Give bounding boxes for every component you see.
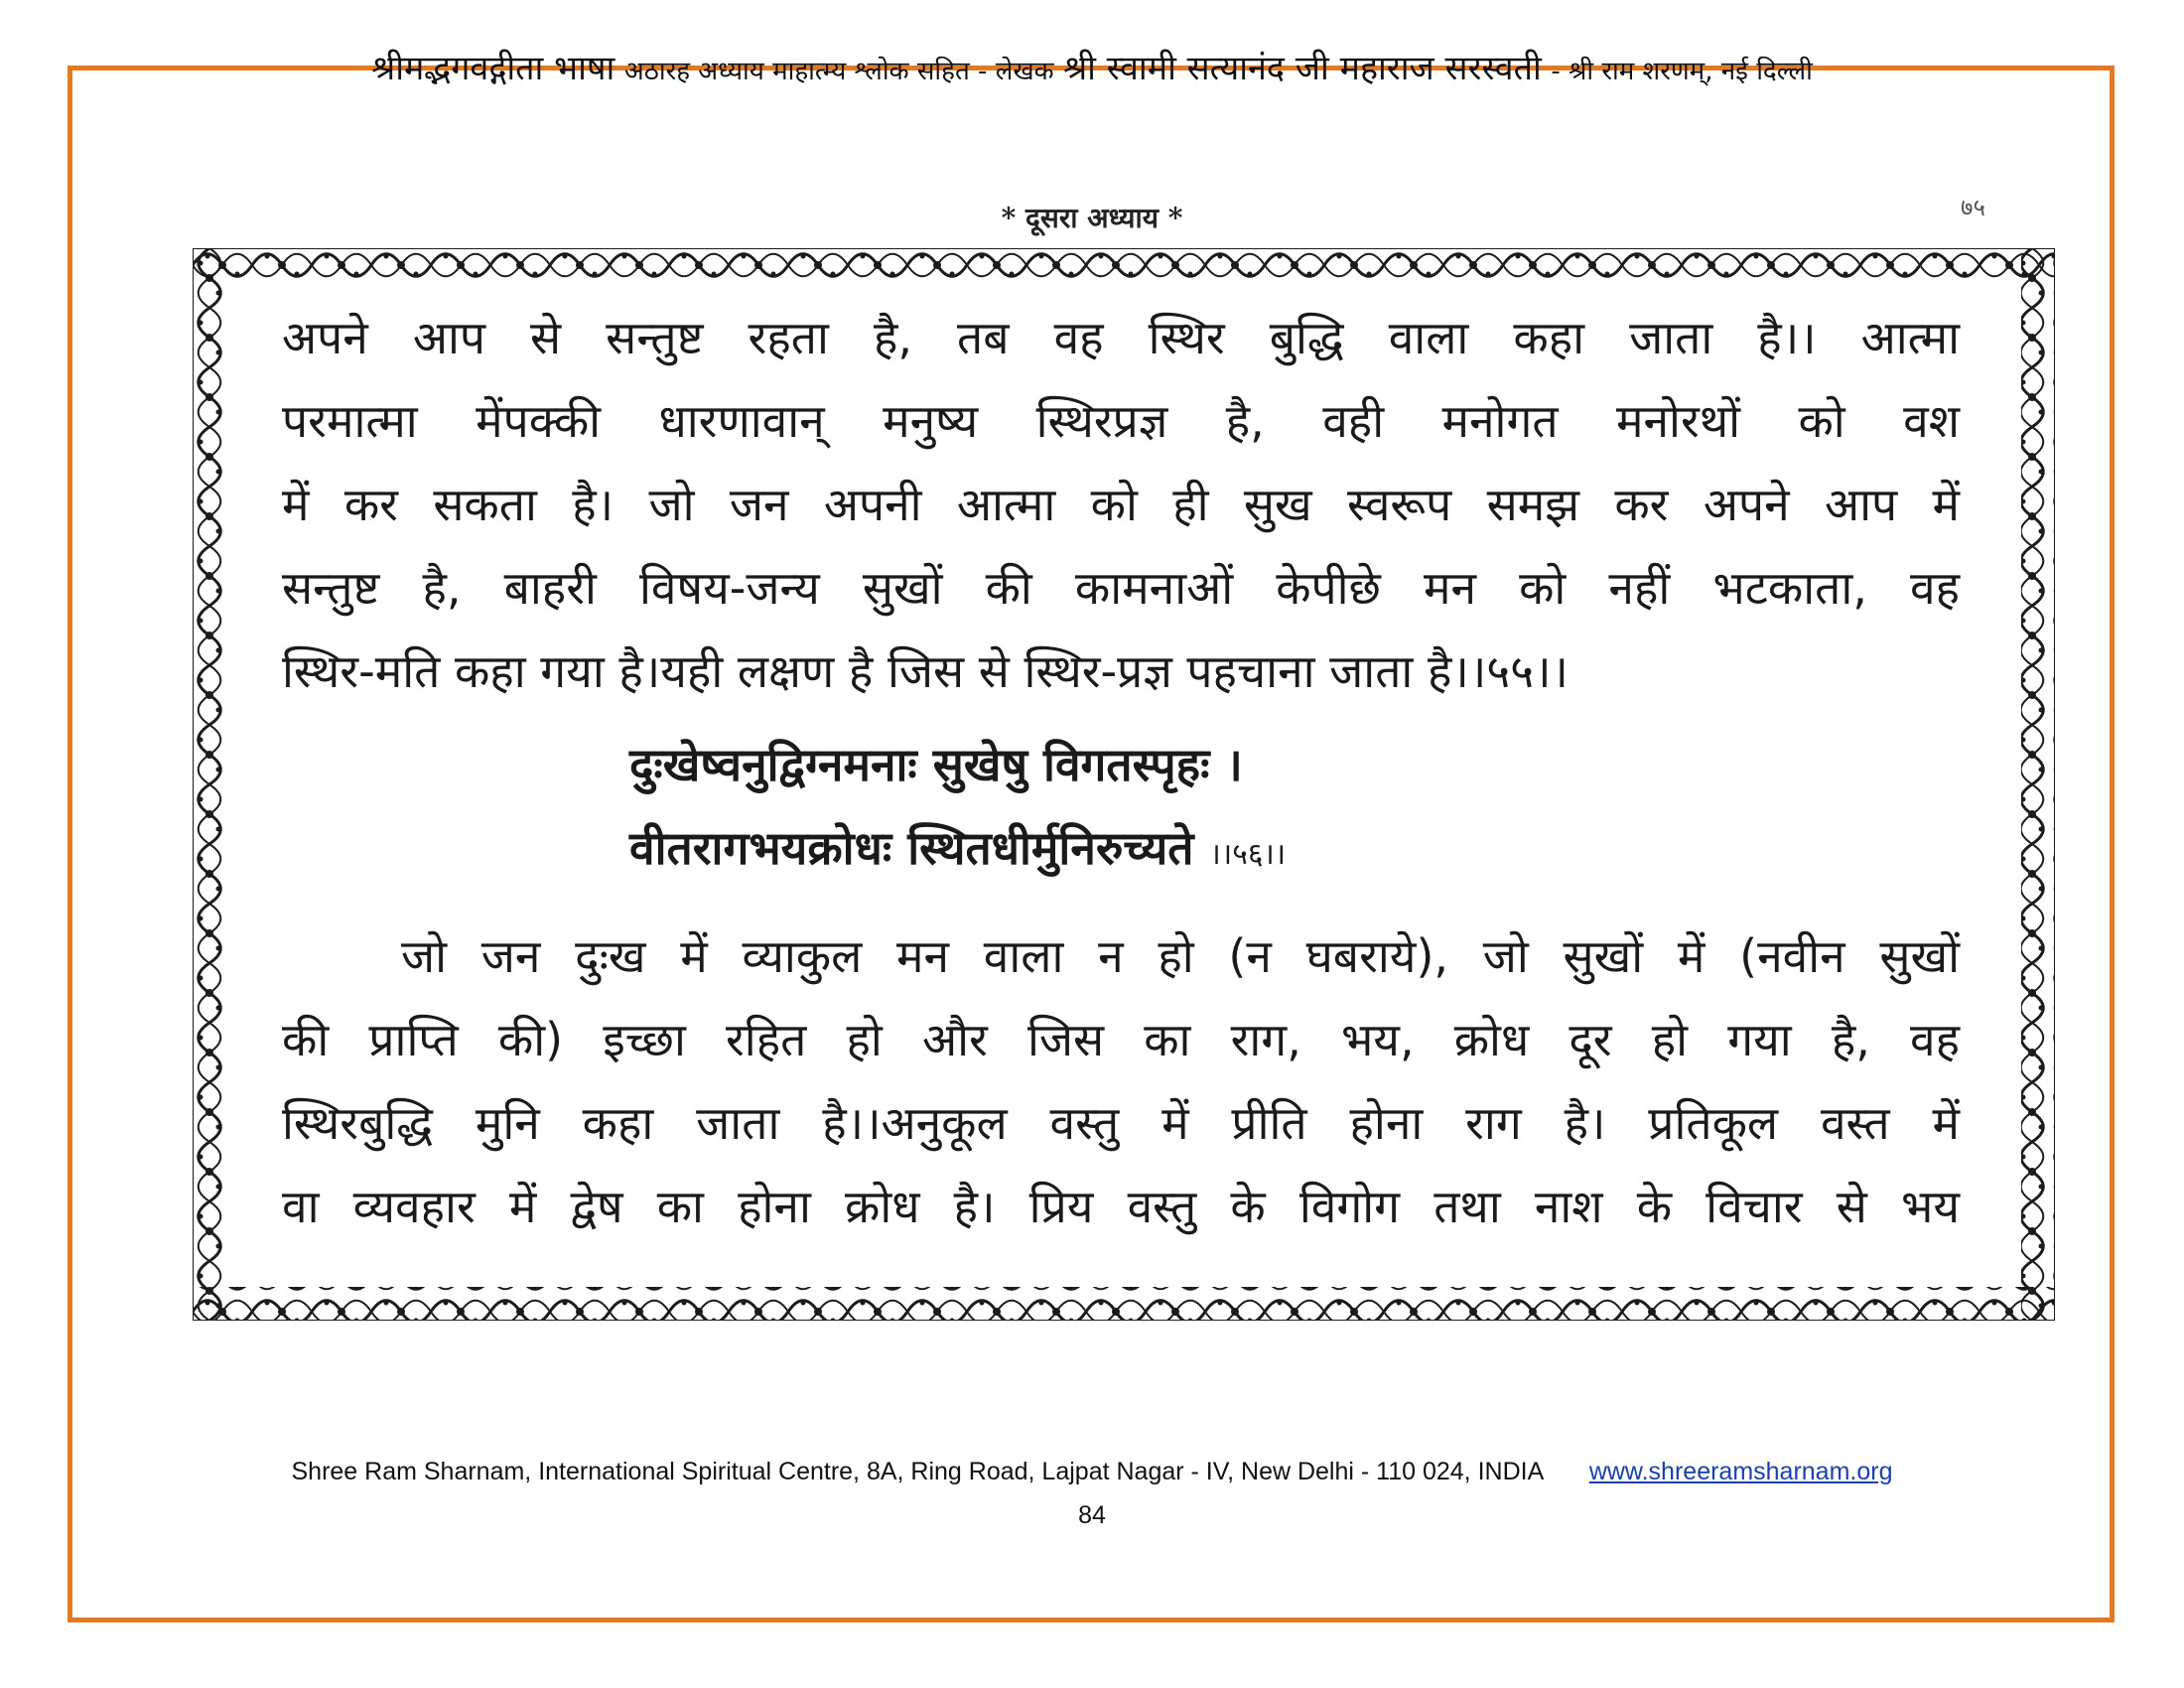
website-link[interactable]: www.shreeramsharnam.org — [1588, 1458, 1893, 1485]
text-line: सन्तुष्ट है, बाहरी विषय-जन्य सुखों की कामनाओं केपीछे मन को नहीं भटकाता, वह — [282, 561, 1960, 615]
page-body-text — [282, 296, 1960, 1248]
verse-line-2-text: वीतरागभयक्रोधः स्थितधीर्मुनिरुच्यते — [629, 821, 1194, 875]
text-line: में कर सकता है। जो जन अपनी आत्मा को ही सुख स्वरूप समझ कर अपने आप में — [282, 478, 1960, 531]
verse-number: ।।५६।। — [1209, 837, 1287, 872]
printed-page-number: ७५ — [1961, 194, 1985, 221]
header-subtitle: अठारह अध्याय माहात्म्य श्लोक सहित - लेखक — [623, 57, 1054, 86]
commentary-paragraph — [282, 914, 1960, 1248]
header-title-gita: श्रीमद्भगवद्गीता भाषा — [371, 49, 615, 88]
header-publisher: - श्री राम शरणम्, नई दिल्ली — [1551, 57, 1813, 86]
document-header — [0, 44, 2184, 89]
sanskrit-verse — [282, 723, 1960, 897]
header-author: श्री स्वामी सत्यानंद जी महाराज सरस्वती — [1063, 49, 1542, 88]
text-line: की प्राप्ति की) इच्छा रहित हो और जिस का राग, भय, क्रोध दूर हो गया है, वह — [282, 1013, 1960, 1066]
footer-page-number: 84 — [1078, 1501, 1106, 1529]
text-line: अपने आप से सन्तुष्ट रहता है, तब वह स्थिर बुद्धि वाला कहा जाता है।। आत्मा — [282, 311, 1960, 364]
text-line: स्थिर-मति कहा गया है।यही लक्षण है जिस से स्थिर-प्रज्ञ पहचाना जाता है।।५५।। — [282, 644, 1569, 698]
text-line: स्थिरबुद्धि मुनि कहा जाता है।।अनुकूल वस्तु में प्रीति होना राग है। प्रतिकूल वस्त में — [282, 1096, 1960, 1150]
footer-address: Shree Ram Sharnam, International Spiritual Centre, 8A, Ring Road, Lajpat Nagar - IV, New Delhi - 110 024, INDIA — [291, 1458, 1543, 1485]
verse-line-1: दुःखेष्वनुद्विग्नमनाः सुखेषु विगतस्पृहः । — [629, 738, 1243, 791]
text-line: परमात्मा मेंपक्की धारणावान् मनुष्य स्थिरप्रज्ञ है, वही मनोगत मनोरथों को वश — [282, 394, 1960, 448]
chapter-title: * दूसरा अध्याय * — [1001, 202, 1183, 234]
text-line: वा व्यवहार में द्वेष का होना क्रोध है। प्रिय वस्तु के विगोग तथा नाश के विचार से भय — [282, 1180, 1960, 1233]
text-line: जो जन दुःख में व्याकुल मन वाला न हो (न घबराये), जो सुखों में (नवीन सुखों — [401, 929, 1960, 983]
scanned-book-page — [119, 119, 2065, 1350]
document-footer — [0, 1458, 2184, 1486]
verse-line-2 — [629, 806, 1960, 897]
